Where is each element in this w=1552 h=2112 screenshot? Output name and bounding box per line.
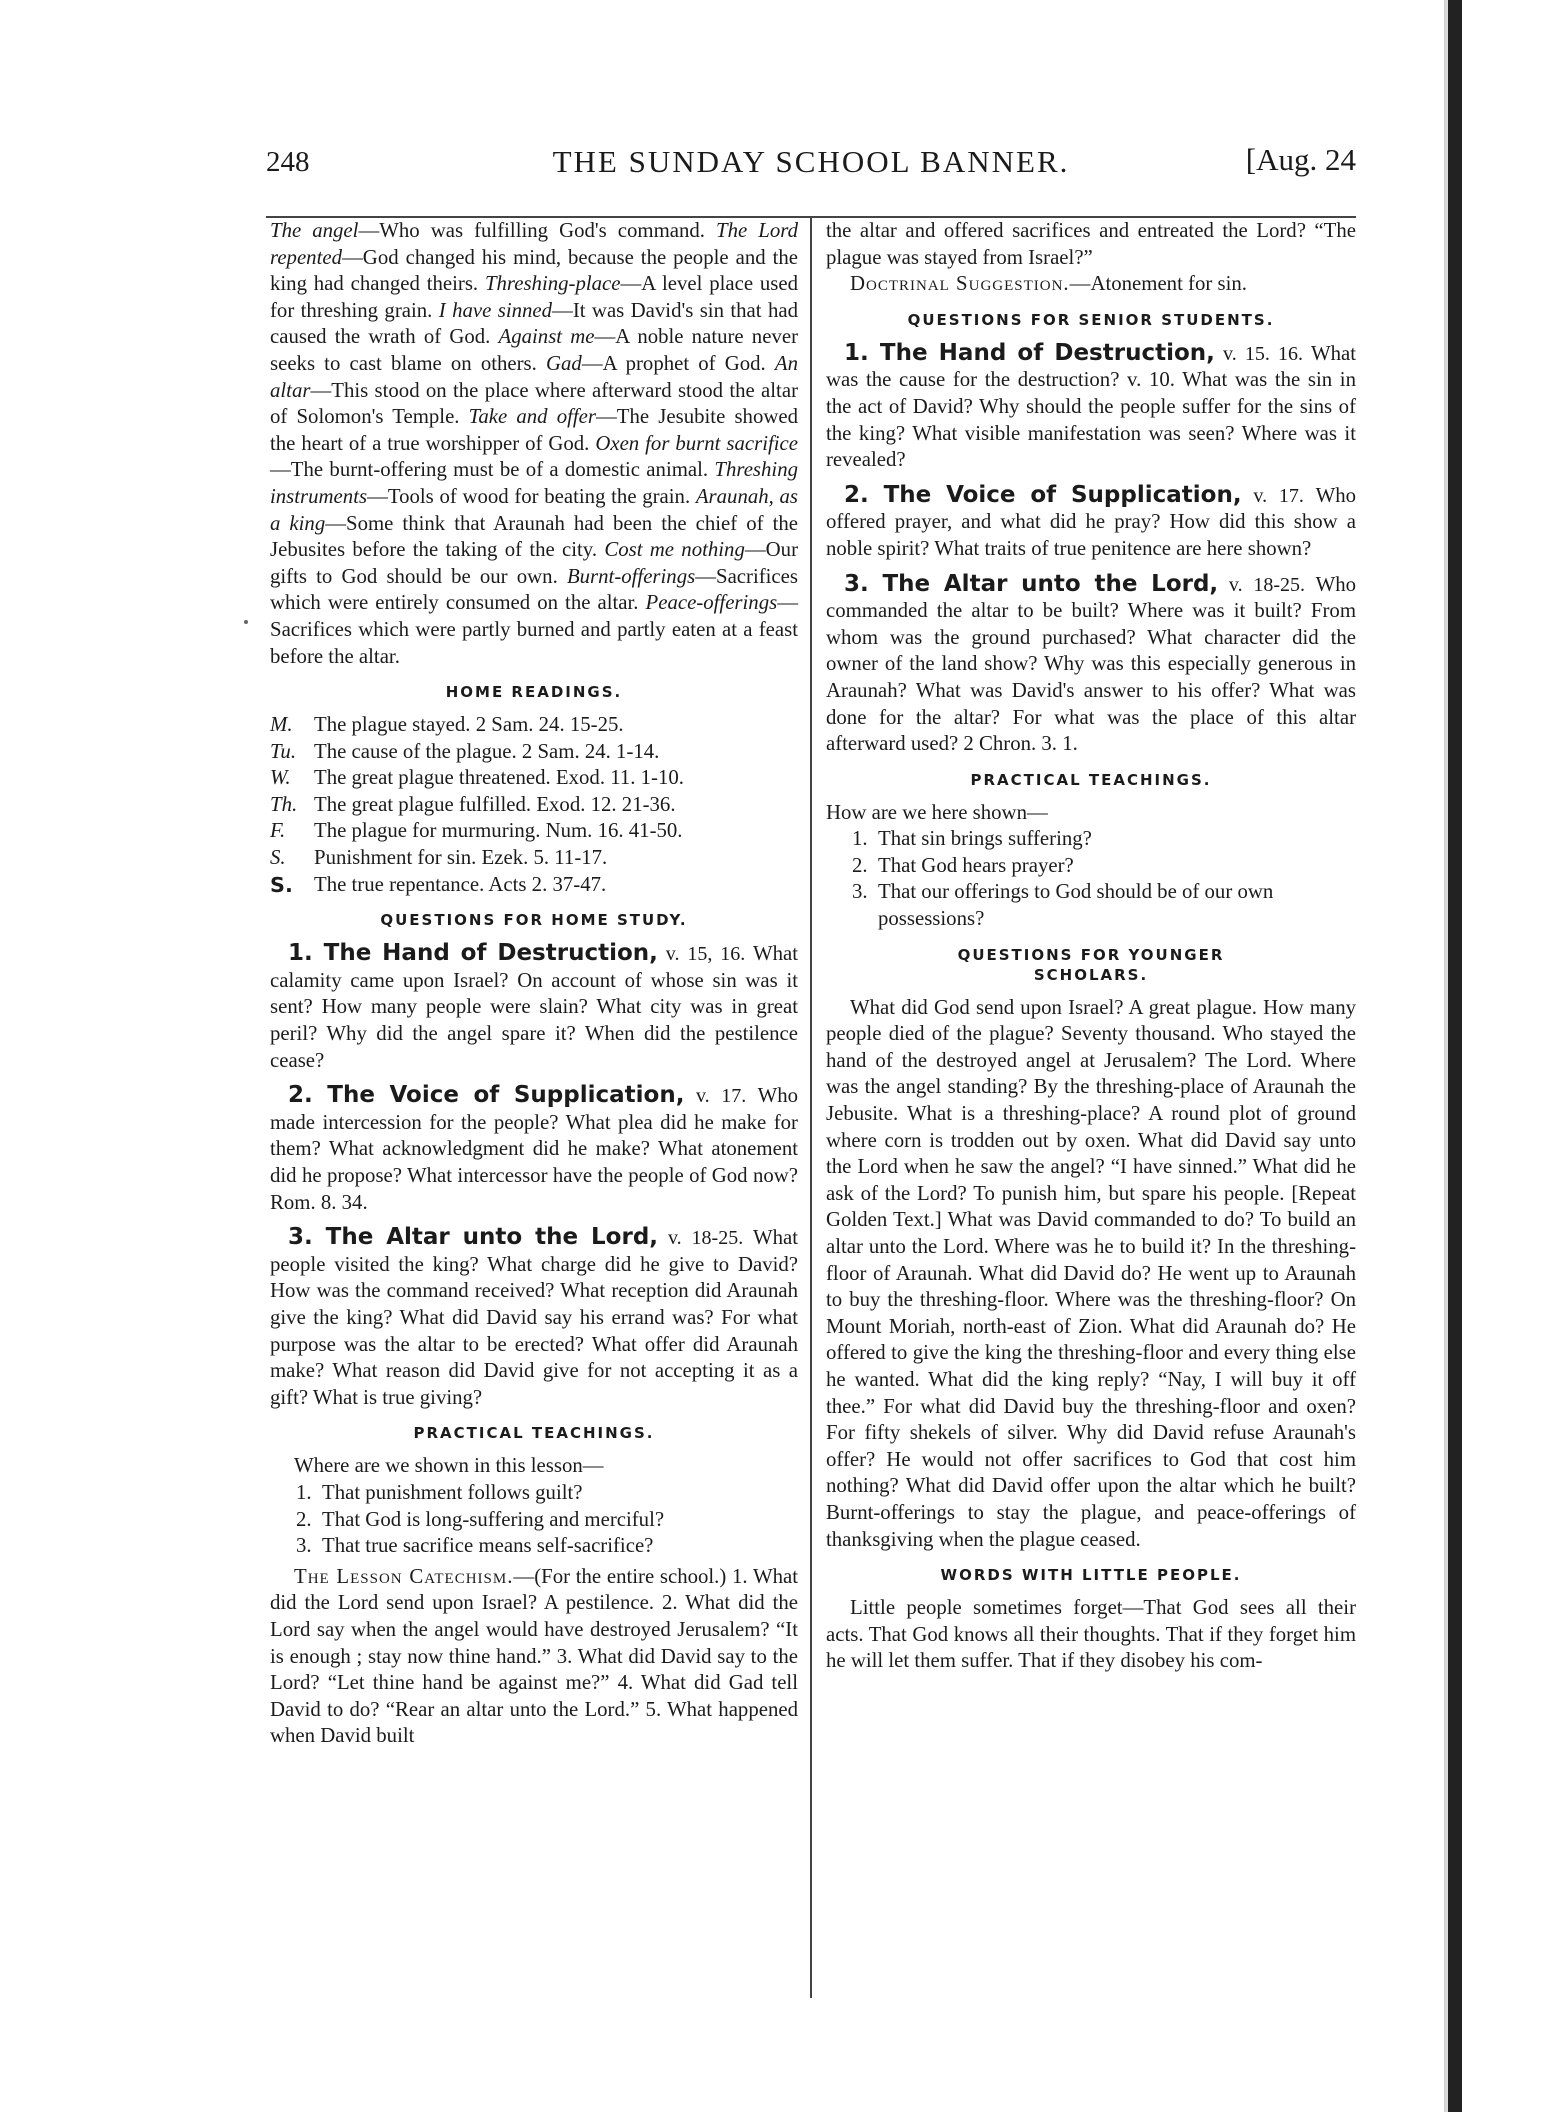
note-10: Araunah, as a king—Some think that Araunah had been the chief of the Jebusites before the taking of the city. [270, 484, 798, 562]
note-3: I have sinned—It was David's sin that had caused the wrath of God. [270, 298, 798, 349]
catechism-continuation: the altar and offered sacrifices and entreated the Lord? “The plague was stayed from Israel?” [826, 219, 1356, 269]
note-13: Peace-offerings—Sacrifices which were partly burned and partly eaten at a feast before the altar. [270, 591, 798, 668]
home-study-heading: QUESTIONS FOR HOME STUDY. [380, 911, 688, 930]
senior-question-1: 1. The Hand of Destruction, v. 15. 16. What was the cause for the destruction? v. 10. What was the sin in the act of David? Why should the people suffer for the sins of the king? What visible manifestation was seen? Where was it revealed? [826, 339, 1356, 472]
left-column [270, 218, 798, 1750]
book-spine-shadow [1448, 0, 1462, 2112]
publication-title: THE SUNDAY SCHOOL BANNER. [552, 144, 1070, 179]
younger-scholars-heading: QUESTIONS FOR YOUNGER SCHOLARS. [957, 945, 1225, 984]
words-little-people-text: Little people sometimes forget—That God sees all their acts. That God knows all their thoughts. That if they forget him he will let them suffer. That if they disobey his com- [826, 1596, 1356, 1673]
note-12: Burnt-offerings—Sacrifices which were entirely consumed on the altar. [270, 564, 798, 615]
practical-intro-right: How are we here shown— [826, 800, 1048, 824]
note-4: Against me—A noble nature never seeks to cast blame on others. [270, 325, 798, 375]
list-item: 2. That God is long-suffering and merciful? [296, 1507, 665, 1531]
word-notes [270, 218, 798, 670]
note-2: Threshing-place—A level place used for threshing grain. [270, 272, 798, 322]
home-readings-list [270, 712, 798, 898]
home-study-question-3: 3. The Altar unto the Lord, v. 18-25. What people visited the king? What charge did he give to David? How was the command received? What reception did Araunah give the king? What did David say his errand was? For what purpose was the altar to be erected? What offer did Araunah make? What reason did David give for not accepting it as a gift? What is true giving? [270, 1224, 798, 1409]
practical-teachings-heading-right: PRACTICAL TEACHINGS. [970, 770, 1212, 789]
reading-item: W. The great plague threatened. Exod. 11. 1-10. [270, 766, 684, 790]
words-little-people-heading: WORDS WITH LITTLE PEOPLE. [940, 1566, 1242, 1585]
list-item: 2. That God hears prayer? [852, 853, 1074, 877]
practical-list-right [826, 826, 1356, 932]
reading-item: Th. The great plague fulfilled. Exod. 12. 21-36. [270, 792, 676, 816]
reading-item: F. The plague for murmuring. Num. 16. 41-50. [270, 819, 683, 843]
reading-item: S. The true repentance. Acts 2. 37-47. [270, 872, 607, 897]
ink-speck [244, 620, 248, 624]
note-0: The angel—Who was fulfilling God's command. [270, 219, 717, 242]
page-number: 248 [266, 146, 310, 178]
senior-students-heading: QUESTIONS FOR SENIOR STUDENTS. [907, 310, 1275, 329]
home-readings-heading: HOME READINGS. [445, 683, 623, 702]
note-5: Gad—A prophet of God. [545, 351, 775, 375]
reading-item: S. Punishment for sin. Ezek. 5. 11-17. [270, 846, 608, 870]
column-divider [810, 218, 812, 1998]
running-header [266, 140, 1356, 188]
senior-question-2: 2. The Voice of Supplication, v. 17. Who offered prayer, and what did he pray? How did this show a noble spirit? What traits of true penitence are here shown? [826, 481, 1357, 560]
list-item: 1. That punishment follows guilt? [296, 1480, 583, 1504]
right-column [826, 218, 1356, 1675]
home-study-question-2: 2. The Voice of Supplication, v. 17. Who made intercession for the people? What plea did he make for them? What acknowledgment did he make? What atonement did he propose? What intercessor have the people of God now? Rom. 8. 34. [270, 1082, 799, 1214]
practical-list-left [270, 1480, 798, 1560]
note-11: Cost me nothing—Our gifts to God should be our own. [270, 538, 798, 588]
younger-scholars-text: What did God send upon Israel? A great plague. How many people died of the plague? Seventy thousand. Who stayed the hand of the destroyed angel at Jerusalem? The Lord. Where was the angel standing? By the threshing-place of Araunah the Jebusite. What is a threshing-place? A round plot of ground where corn is trodden out by oxen. What did David say unto the Lord when he saw the angel? “I have sinned.” What did he ask of the Lord? To punish him, but spare his people. [Repeat Golden Text.] What was David commanded to do? To build an altar unto the Lord. Where was he to build it? In the threshing-floor of Araunah. What did David do? He went up to Araunah to buy the threshing-floor. Where was the threshing-floor? On Mount Moriah, north-east of Zion. What did Araunah do? He offered to give the king the threshing-floor and every thing else he wanted. What did the king reply? “Nay, I will buy it off thee.” For what did David buy the threshing-floor and oxen? For fifty shekels of silver. Why did David refuse Araunah's offer? He would not offer sacrifices to God that cost him nothing? What did David offer upon the altar which he built? Burnt-offerings to stay the plague, and peace-offerings of thanksgiving when the plague ceased. [826, 995, 1356, 1551]
practical-intro-left: Where are we shown in this lesson— [294, 1454, 604, 1478]
doctrinal-suggestion: Doctrinal Suggestion.—Atonement for sin. [850, 272, 1247, 296]
note-9: Threshing instruments—Tools of wood for beating the grain. [270, 458, 798, 508]
home-study-question-1: 1. The Hand of Destruction, v. 15, 16. What calamity came upon Israel? On account of whose sin was it sent? How many people were slain? What city was in great peril? Why did the angel spare it? When did the pestilence cease? [270, 940, 798, 1072]
list-item: 1. That sin brings suffering? [852, 827, 1092, 851]
lesson-catechism: The Lesson Catechism.—(For the entire school.) 1. What did the Lord send upon Israel? A pestilence. 2. What did the Lord say when the angel would have destroyed Jerusalem? “It is enough ; stay now thine hand.” 3. What did David say to the Lord? “Let thine hand be against me?” 4. What did Gad tell David to do? “Rear an altar unto the Lord.” 5. What happened when David built [270, 1564, 798, 1748]
note-7: Take and offer—The Jesubite showed the heart of a true worshipper of God. [270, 405, 799, 455]
note-6: An altar—This stood on the place where afterward stood the altar of Solomon's Temple. [270, 351, 798, 429]
list-item: 3. That our offerings to God should be of our own possessions? [852, 880, 1274, 931]
senior-question-3: 3. The Altar unto the Lord, v. 18-25. Who commanded the altar to be built? Where was it built? From whom was the ground purchased? What character did the owner of the land show? Why was this especially generous in Araunah? What was David's answer to his offer? What was done for the altar? For what was the place of this altar afterward used? 2 Chron. 3. 1. [826, 570, 1356, 756]
note-1: The Lord repented—God changed his mind, because the people and the king had changed theirs. [270, 219, 798, 296]
issue-date: [Aug. 24 [1245, 142, 1356, 177]
practical-teachings-heading-left: PRACTICAL TEACHINGS. [413, 1424, 655, 1443]
note-8: Oxen for burnt sacrifice—The burnt-offering must be of a domestic animal. [270, 431, 798, 482]
list-item: 3. That true sacrifice means self-sacrifice? [296, 1534, 654, 1558]
reading-item: M. The plague stayed. 2 Sam. 24. 15-25. [270, 713, 624, 737]
reading-item: Tu. The cause of the plague. 2 Sam. 24. 1-14. [270, 739, 660, 763]
